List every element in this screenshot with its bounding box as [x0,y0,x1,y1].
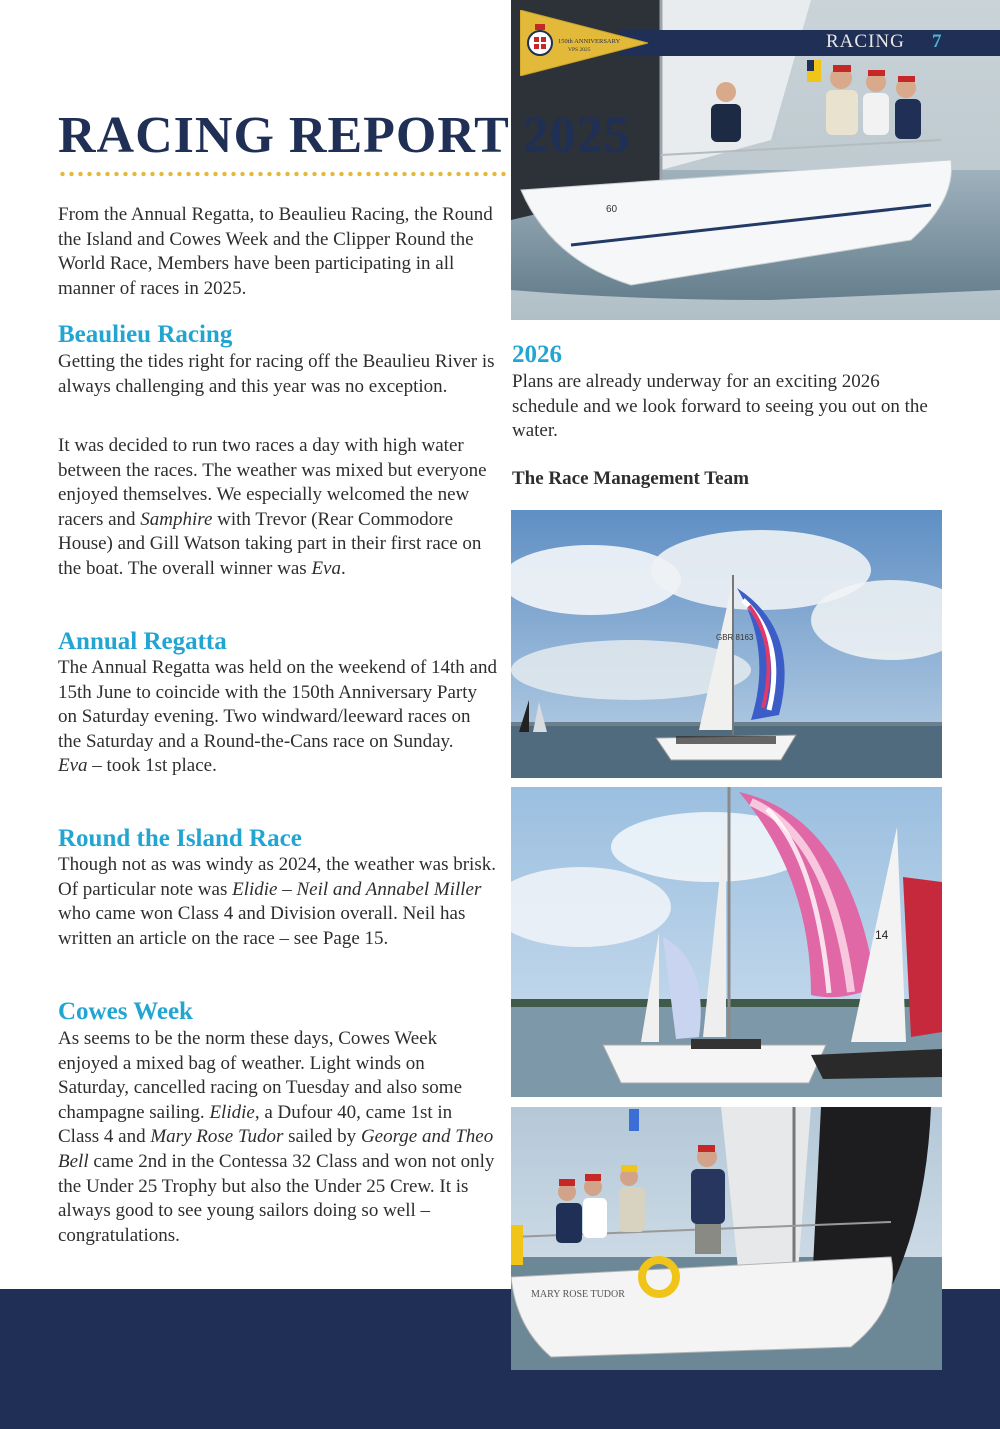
intro-paragraph: From the Annual Regatta, to Beaulieu Racing, the Round the Island and Cowes Week and the Clipper Round the World Race, Members have been participating in all manner of races in 2025. [58,204,493,299]
page-number: 7 [932,31,942,52]
top-hull-label: 60 [606,204,618,215]
boat-name-mary-rose-tudor: Mary Rose Tudor [150,1126,284,1148]
header-bar [620,30,1000,56]
boat-name-samphire: Samphire [140,508,213,530]
regatta-paragraph: The Annual Regatta was held on the weekend of 14th and 15th June to coincide with the 150th Anniversary Party on Saturday evening. Two windward/leeward races on the Saturday and a Round-the-Cans race on Sunday. Eva – took 1st place. [58,657,497,777]
island-paragraph: Though not as was windy as 2024, the weather was brisk. Of particular note was Elidie – Neil and Annabel Miller who came won Class 4 and Division overall. Neil has written an article on the race – see Page 15. [58,854,496,949]
photo-mary-rose-tudor [511,1107,942,1370]
boat-name-elidie-cowes: Elidie [209,1101,255,1123]
burgee-line-1: 150th ANNIVERSARY [558,38,621,45]
boat-name-elidie: Elidie – Neil and Annabel Miller [232,878,482,900]
sail-number-2: 14 [875,928,889,942]
anniversary-burgee [520,10,650,76]
dotted-divider [58,171,508,177]
photo-pink-spinnaker [511,787,942,1097]
heading-cowes-week: Cowes Week [58,998,193,1025]
beaulieu-paragraph-1: Getting the tides right for racing off the Beaulieu River is always challenging and this year was no exception. [58,351,495,397]
heading-2026: 2026 [512,341,562,368]
photo-spinnaker-boat [511,510,942,778]
section-label: RACING [826,31,905,52]
heading-beaulieu-racing: Beaulieu Racing [58,321,233,348]
boat-name-eva: Eva [311,557,341,579]
stern-name: MARY ROSE TUDOR [531,1289,625,1300]
sign-off: The Race Management Team [512,468,749,489]
boat-name-eva-regatta: Eva [58,755,88,777]
future-paragraph: Plans are already underway for an exciting 2026 schedule and we look forward to seeing you out on the water. [512,371,928,442]
burgee-line-2: VPS 2025 [568,47,591,53]
beaulieu-paragraph-2: It was decided to run two races a day with high water between the races. The weather was mixed but everyone enjoyed themselves. We especially welcomed the new racers and Samphire with Trevor (Rear Commodore House) and Gill Watson taking part in their first race on the boat. The overall winner was Eva. [58,435,487,579]
cowes-paragraph: As seems to be the norm these days, Cowes Week enjoyed a mixed bag of weather. Light winds on Saturday, cancelled racing on Tuesday and also some champagne sailing. Elidie, a Dufour 40, came 1st in Class 4 and Mary Rose Tudor sailed by George and Theo Bell came 2nd in the Contessa 32 Class and won not only the Under 25 Trophy but also the Under 25 Crew. It is always good to see young sailors doing so well – congratulations. [58,1028,495,1246]
heading-annual-regatta: Annual Regatta [58,628,227,655]
heading-round-the-island: Round the Island Race [58,825,302,852]
crew-names: George and Theo Bell [58,1126,494,1172]
page-title: RACING REPORT 2025 [58,107,631,164]
sail-number-1: GBR 8163 [716,633,754,642]
